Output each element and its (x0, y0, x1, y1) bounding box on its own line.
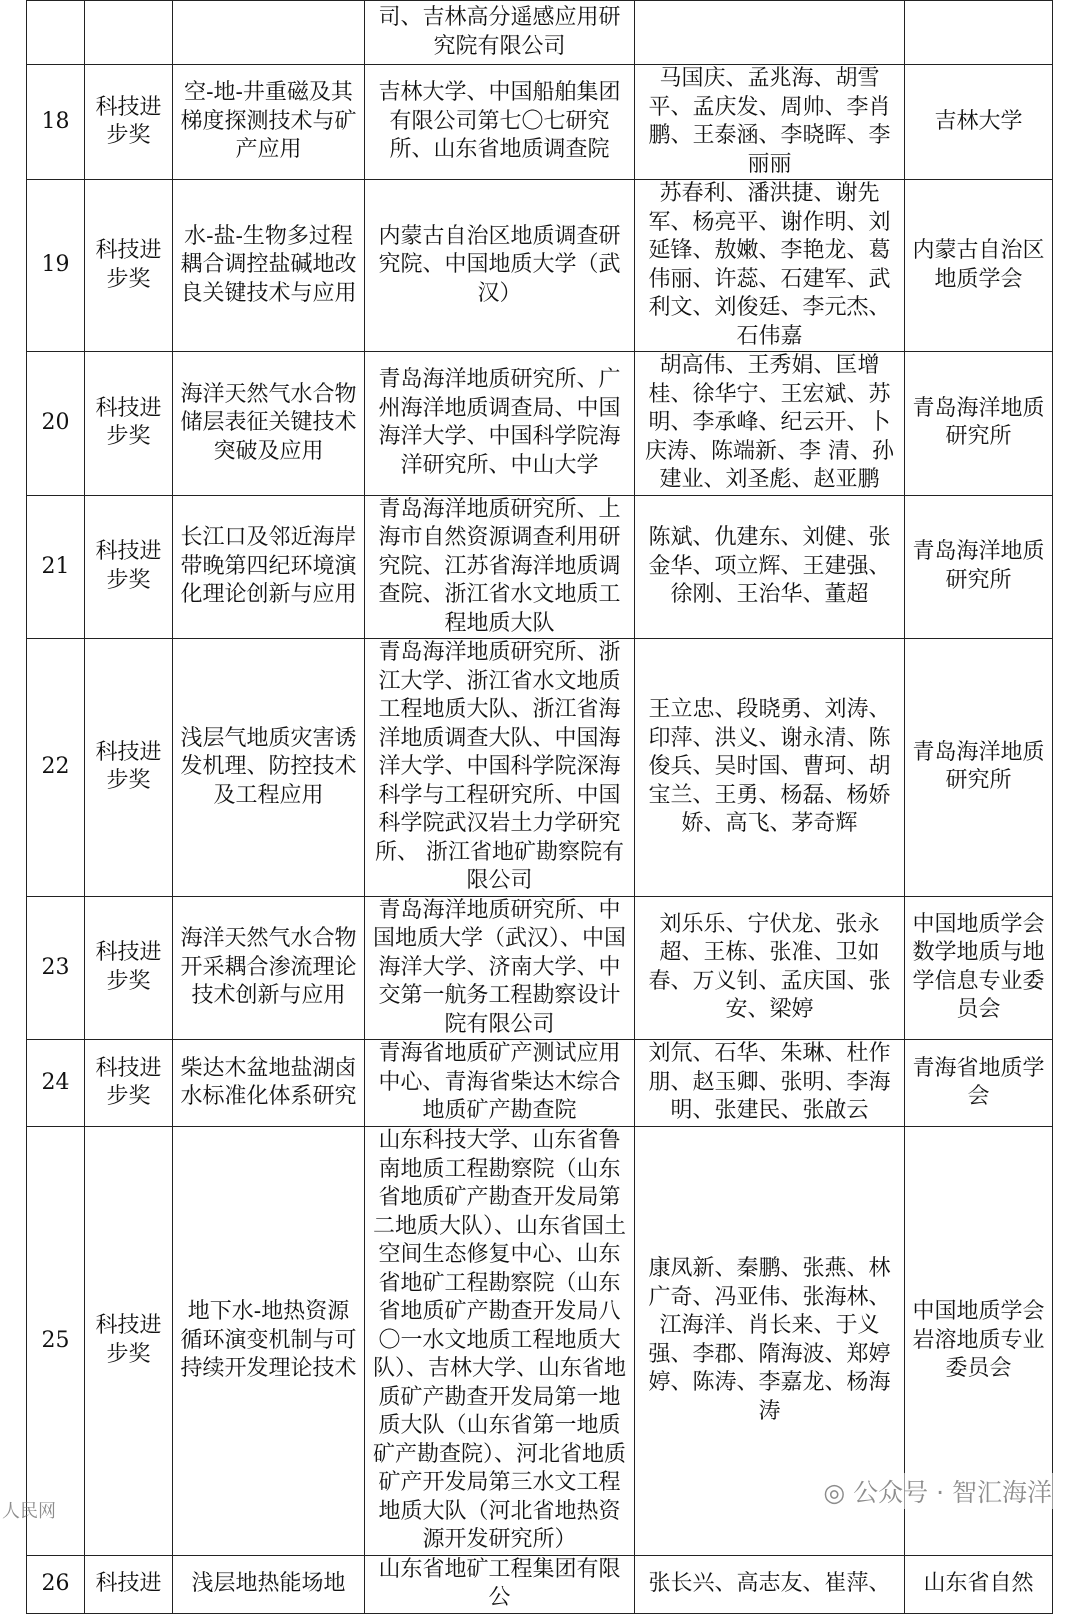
cell-org: 内蒙古自治区地质调查研究院、中国地质大学（武汉） (365, 180, 635, 352)
cell-nominator: 青岛海洋地质研究所 (905, 495, 1053, 639)
table-row (27, 352, 1053, 496)
cell-award (85, 1, 173, 65)
table-body (27, 1, 1053, 1614)
cell-nominator: 青海省地质学会 (905, 1040, 1053, 1127)
watermark-text: 公众号 · 智汇海洋 (853, 1478, 1052, 1507)
table-row (27, 639, 1053, 897)
cell-people: 陈斌、仇建东、刘健、张金华、项立辉、王建强、徐刚、王治华、董超 (635, 495, 905, 639)
cell-title: 空-地-井重磁及其梯度探测技术与矿产应用 (173, 65, 365, 180)
cell-no: 18 (27, 65, 85, 180)
cell-org: 青岛海洋地质研究所、上海市自然资源调查利用研究院、江苏省海洋地质调查院、浙江省水文地质工程地质大队 (365, 495, 635, 639)
cell-org: 吉林大学、中国船舶集团有限公司第七〇七研究所、山东省地质调查院 (365, 65, 635, 180)
cell-nominator: 吉林大学 (905, 65, 1053, 180)
source-watermark: 人民网 (2, 1501, 56, 1522)
cell-org: 司、吉林高分遥感应用研究院有限公司 (365, 1, 635, 65)
cell-no: 25 (27, 1127, 85, 1556)
cell-title: 水-盐-生物多过程耦合调控盐碱地改良关键技术与应用 (173, 180, 365, 352)
cell-nominator: 中国地质学会数学地质与地学信息专业委员会 (905, 896, 1053, 1040)
cell-nominator: 青岛海洋地质研究所 (905, 639, 1053, 897)
cell-award: 科技进步奖 (85, 896, 173, 1040)
cell-nominator: 山东省自然 (905, 1555, 1053, 1613)
cell-org: 青岛海洋地质研究所、中国地质大学（武汉）、中国海洋大学、济南大学、中交第一航务工程勘察设计院有限公司 (365, 896, 635, 1040)
cell-award: 科技进步奖 (85, 1040, 173, 1127)
table-row (27, 65, 1053, 180)
cell-no: 21 (27, 495, 85, 639)
cell-award: 科技进步奖 (85, 180, 173, 352)
table-row (27, 1555, 1053, 1613)
cell-award: 科技进步奖 (85, 495, 173, 639)
table-row (27, 180, 1053, 352)
cell-nominator: 内蒙古自治区地质学会 (905, 180, 1053, 352)
cell-title: 浅层地热能场地 (173, 1555, 365, 1613)
cell-award: 科技进步奖 (85, 65, 173, 180)
cell-title: 浅层气地质灾害诱发机理、防控技术及工程应用 (173, 639, 365, 897)
cell-people: 马国庆、孟兆海、胡雪平、孟庆发、周帅、李肖鹏、王泰涵、李晓晖、李丽丽 (635, 65, 905, 180)
cell-award: 科技进步奖 (85, 639, 173, 897)
wechat-icon: ◎ (823, 1478, 854, 1507)
cell-no (27, 1, 85, 65)
cell-title (173, 1, 365, 65)
cell-no: 19 (27, 180, 85, 352)
cell-people: 康凤新、秦鹏、张燕、林广奇、冯亚伟、张海林、江海洋、肖长来、于义强、李郡、隋海波、郑婷婷、陈涛、李嘉龙、杨海涛 (635, 1127, 905, 1556)
cell-no: 20 (27, 352, 85, 496)
cell-no: 23 (27, 896, 85, 1040)
cell-people: 张长兴、高志友、崔萍、 (635, 1555, 905, 1613)
cell-people: 刘氘、石华、朱琳、杜作朋、赵玉卿、张明、李海明、张建民、张啟云 (635, 1040, 905, 1127)
table-row (27, 495, 1053, 639)
table-row (27, 896, 1053, 1040)
cell-nominator: 中国地质学会岩溶地质专业委员会 (905, 1127, 1053, 1556)
cell-award: 科技进 (85, 1555, 173, 1613)
cell-people: 王立忠、段晓勇、刘涛、印萍、洪义、谢永清、陈俊兵、吴时国、曹珂、胡宝兰、王勇、杨磊、杨娇娇、高飞、茅奇辉 (635, 639, 905, 897)
cell-award: 科技进步奖 (85, 1127, 173, 1556)
cell-people (635, 1, 905, 65)
cell-title: 地下水-地热资源循环演变机制与可持续开发理论技术 (173, 1127, 365, 1556)
cell-title: 柴达木盆地盐湖卤水标准化体系研究 (173, 1040, 365, 1127)
cell-title: 海洋天然气水合物开采耦合渗流理论技术创新与应用 (173, 896, 365, 1040)
cell-nominator: 青岛海洋地质研究所 (905, 352, 1053, 496)
cell-org: 山东科技大学、山东省鲁南地质工程勘察院（山东省地质矿产勘查开发局第二地质大队）、山东省国土空间生态修复中心、山东省地矿工程勘察院（山东省地质矿产勘查开发局八〇一水文地质工程地质大队）、吉林大学、山东省地质矿产勘查开发局第一地质大队（山东省第一地质矿产勘查院）、河北省地质矿产开发局第三水文工程地质大队（河北省地热资源开发研究所） (365, 1127, 635, 1556)
cell-nominator (905, 1, 1053, 65)
cell-no: 26 (27, 1555, 85, 1613)
cell-org: 青海省地质矿产测试应用中心、青海省柴达木综合地质矿产勘查院 (365, 1040, 635, 1127)
cell-no: 22 (27, 639, 85, 897)
cell-people: 胡高伟、王秀娟、匡增桂、徐华宁、王宏斌、苏明、李承峰、纪云开、卜庆涛、陈端新、李 清、孙建业、刘圣彪、赵亚鹏 (635, 352, 905, 496)
cell-org: 青岛海洋地质研究所、广州海洋地质调查局、中国海洋大学、中国科学院海洋研究所、中山大学 (365, 352, 635, 496)
awards-table (26, 0, 1053, 1614)
table-row (27, 1, 1053, 65)
table-row (27, 1040, 1053, 1127)
cell-title: 海洋天然气水合物储层表征关键技术突破及应用 (173, 352, 365, 496)
cell-org: 青岛海洋地质研究所、浙江大学、浙江省水文地质工程地质大队、浙江省海洋地质调查大队、中国海洋大学、中国科学院深海科学与工程研究所、中国科学院武汉岩土力学研究所、 浙江省地矿勘察院有限公司 (365, 639, 635, 897)
cell-award: 科技进步奖 (85, 352, 173, 496)
wechat-watermark (819, 1473, 1056, 1509)
cell-title: 长江口及邻近海岸带晚第四纪环境演化理论创新与应用 (173, 495, 365, 639)
cell-org: 山东省地矿工程集团有限公 (365, 1555, 635, 1613)
cell-people: 刘乐乐、宁伏龙、张永超、王栋、张准、卫如春、万义钊、孟庆国、张安、梁婷 (635, 896, 905, 1040)
cell-no: 24 (27, 1040, 85, 1127)
cell-people: 苏春利、潘洪捷、谢先军、杨亮平、谢作明、刘延锋、敖嫩、李艳龙、葛伟丽、许蕊、石建军、武利文、刘俊廷、李元杰、石伟嘉 (635, 180, 905, 352)
